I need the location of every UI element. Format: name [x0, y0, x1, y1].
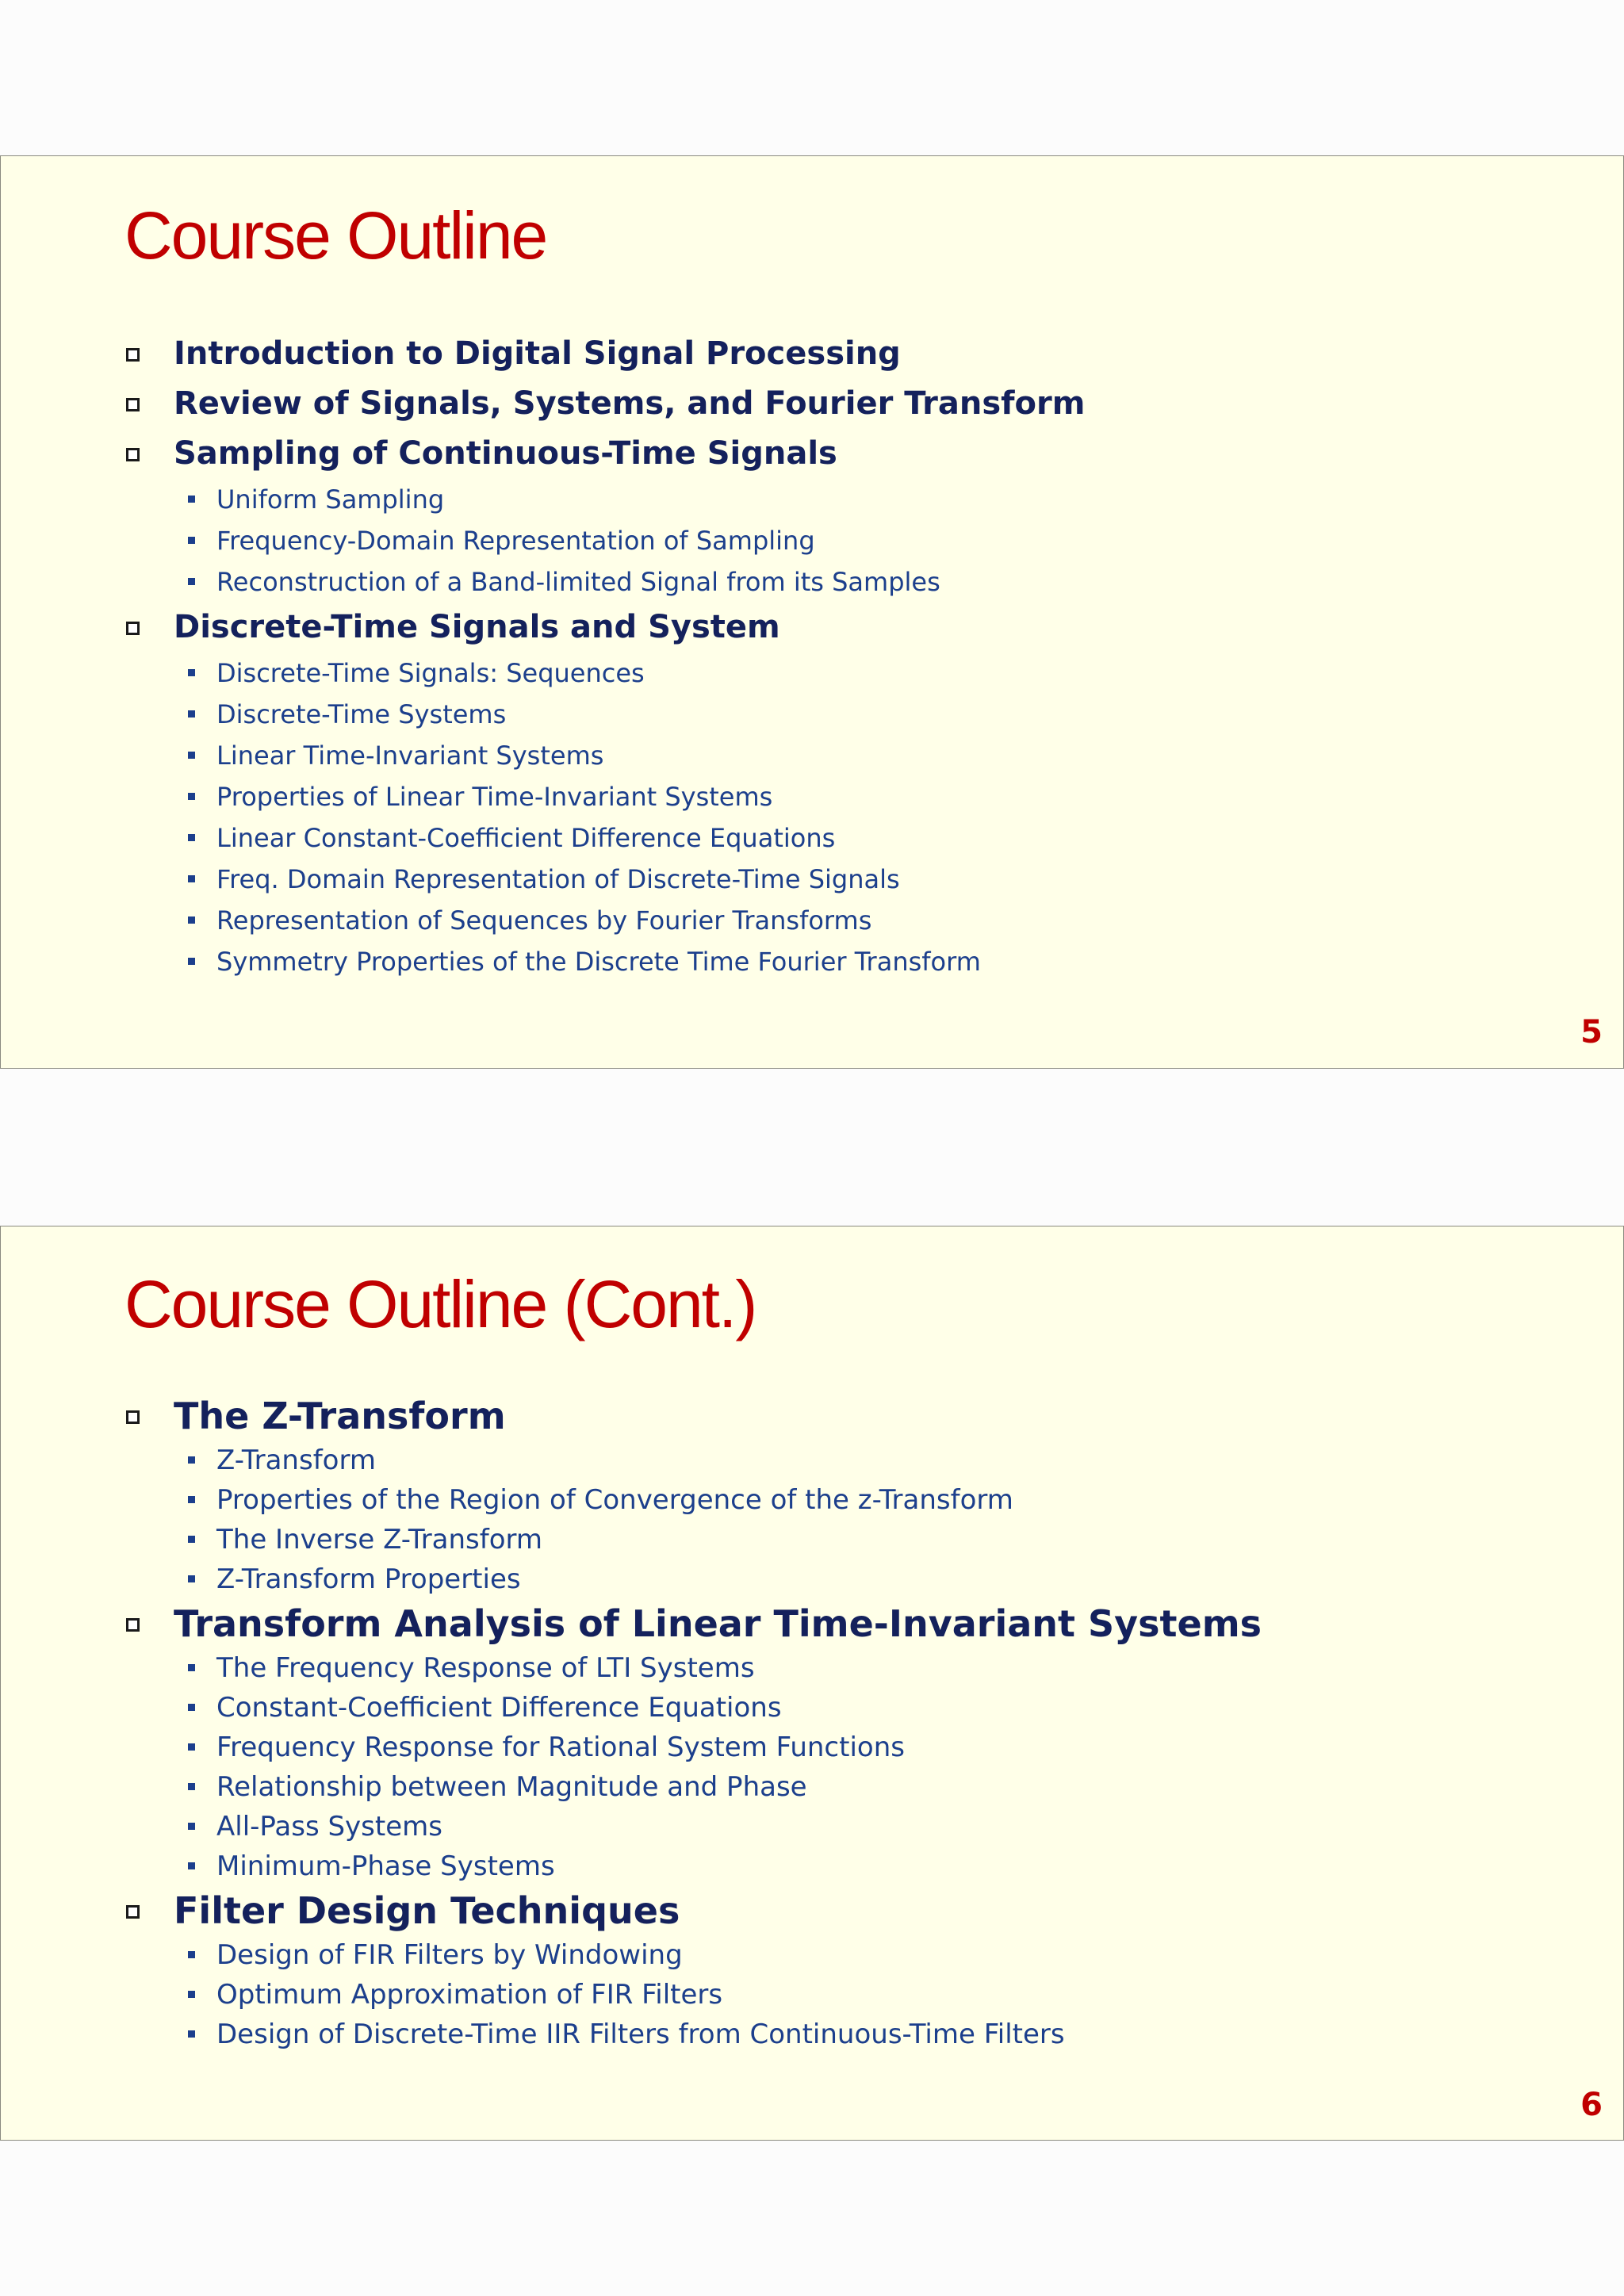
subtopic-label: Uniform Sampling — [216, 484, 445, 515]
subtopic-item — [170, 1648, 1262, 1688]
subtopic-label: Frequency-Domain Representation of Sampling — [216, 526, 815, 556]
square-bullet-icon — [188, 793, 195, 800]
subtopic-label: Linear Constant-Coefficient Difference Equations — [216, 823, 836, 853]
square-bullet-icon — [188, 1951, 195, 1958]
checkbox-bullet-icon — [126, 398, 140, 411]
topic-label: Review of Signals, Systems, and Fourier Transform — [174, 385, 1086, 422]
topic-label: Transform Analysis of Linear Time-Invariant Systems — [174, 1602, 1262, 1645]
subtopic-list — [170, 652, 1085, 982]
subtopic-list — [170, 1648, 1262, 1886]
topic-label: Sampling of Continuous-Time Signals — [174, 435, 837, 472]
subtopic-label: Representation of Sequences by Fourier Transforms — [216, 905, 872, 936]
checkbox-bullet-icon — [126, 448, 140, 461]
subtopic-label: Linear Time-Invariant Systems — [216, 740, 604, 771]
topic-item — [124, 1391, 1262, 1599]
checkbox-bullet-icon — [126, 1410, 140, 1424]
topic-item — [124, 603, 1085, 982]
square-bullet-icon — [188, 1783, 195, 1790]
subtopic-item — [170, 817, 1085, 859]
subtopic-item — [170, 1441, 1262, 1480]
square-bullet-icon — [188, 710, 195, 718]
subtopic-label: Discrete-Time Signals: Sequences — [216, 658, 645, 688]
subtopic-list — [170, 1935, 1262, 2054]
subtopic-label: Optimum Approximation of FIR Filters — [216, 1979, 723, 2011]
subtopic-label: Relationship between Magnitude and Phase — [216, 1771, 807, 1803]
square-bullet-icon — [188, 1456, 195, 1464]
subtopic-item — [170, 859, 1085, 900]
square-bullet-icon — [188, 1862, 195, 1869]
square-bullet-icon — [188, 1536, 195, 1543]
subtopic-label: Freq. Domain Representation of Discrete-Time Signals — [216, 864, 900, 894]
square-bullet-icon — [188, 875, 195, 882]
subtopic-item — [170, 694, 1085, 735]
subtopic-label: The Inverse Z-Transform — [216, 1524, 543, 1556]
subtopic-item — [170, 900, 1085, 941]
subtopic-item — [170, 1846, 1262, 1886]
subtopic-label: Design of Discrete-Time IIR Filters from Continuous-Time Filters — [216, 2019, 1065, 2050]
subtopic-item — [170, 520, 1085, 561]
slide-course-outline — [0, 155, 1624, 1069]
square-bullet-icon — [188, 1743, 195, 1751]
square-bullet-icon — [188, 1704, 195, 1711]
subtopic-list — [170, 1441, 1262, 1599]
subtopic-label: Minimum-Phase Systems — [216, 1850, 555, 1882]
subtopic-item — [170, 2015, 1262, 2054]
square-bullet-icon — [188, 834, 195, 841]
square-bullet-icon — [188, 578, 195, 585]
checkbox-bullet-icon — [126, 622, 140, 635]
topic-item — [124, 1599, 1262, 1886]
subtopic-item — [170, 1975, 1262, 2015]
subtopic-label: Constant-Coefficient Difference Equations — [216, 1692, 782, 1724]
slide-title: Course Outline — [124, 198, 547, 273]
square-bullet-icon — [188, 1991, 195, 1998]
square-bullet-icon — [188, 752, 195, 759]
subtopic-label: Symmetry Properties of the Discrete Time Fourier Transform — [216, 947, 981, 977]
topic-item — [124, 429, 1085, 603]
subtopic-label: Z-Transform Properties — [216, 1563, 521, 1595]
checkbox-bullet-icon — [126, 348, 140, 362]
subtopic-label: The Frequency Response of LTI Systems — [216, 1652, 755, 1684]
square-bullet-icon — [188, 1823, 195, 1830]
topic-item — [124, 1886, 1262, 2054]
outline-list — [124, 329, 1085, 982]
slide-page-number: 6 — [1580, 2087, 1603, 2123]
subtopic-label: Design of FIR Filters by Windowing — [216, 1939, 683, 1971]
slide-course-outline-cont — [0, 1226, 1624, 2141]
outline-list — [124, 1391, 1262, 2054]
subtopic-label: Properties of Linear Time-Invariant Systems — [216, 782, 773, 812]
subtopic-item — [170, 735, 1085, 776]
checkbox-bullet-icon — [126, 1905, 140, 1919]
subtopic-item — [170, 561, 1085, 603]
topic-item — [124, 379, 1085, 429]
subtopic-label: Reconstruction of a Band-limited Signal from its Samples — [216, 567, 940, 597]
square-bullet-icon — [188, 669, 195, 676]
topic-label: Introduction to Digital Signal Processing — [174, 335, 901, 372]
subtopic-item — [170, 1935, 1262, 1975]
subtopic-item — [170, 1807, 1262, 1846]
square-bullet-icon — [188, 496, 195, 503]
slide-page-number: 5 — [1580, 1014, 1603, 1050]
subtopic-list — [170, 479, 1085, 603]
square-bullet-icon — [188, 1496, 195, 1503]
slide-title: Course Outline (Cont.) — [124, 1267, 756, 1341]
subtopic-item — [170, 1767, 1262, 1807]
square-bullet-icon — [188, 537, 195, 544]
checkbox-bullet-icon — [126, 1618, 140, 1632]
subtopic-label: Discrete-Time Systems — [216, 699, 507, 729]
square-bullet-icon — [188, 1575, 195, 1582]
subtopic-label: Properties of the Region of Convergence of the z-Transform — [216, 1484, 1013, 1516]
subtopic-item — [170, 1728, 1262, 1767]
subtopic-item — [170, 776, 1085, 817]
square-bullet-icon — [188, 2030, 195, 2038]
subtopic-item — [170, 1480, 1262, 1520]
subtopic-item — [170, 1520, 1262, 1559]
subtopic-label: Frequency Response for Rational System Functions — [216, 1732, 905, 1763]
subtopic-item — [170, 1559, 1262, 1599]
square-bullet-icon — [188, 1664, 195, 1671]
subtopic-item — [170, 652, 1085, 694]
subtopic-item — [170, 1688, 1262, 1728]
topic-item — [124, 329, 1085, 379]
topic-label: Discrete-Time Signals and System — [174, 609, 780, 645]
square-bullet-icon — [188, 958, 195, 965]
subtopic-item — [170, 941, 1085, 982]
square-bullet-icon — [188, 916, 195, 924]
topic-label: The Z-Transform — [174, 1395, 506, 1437]
subtopic-label: All-Pass Systems — [216, 1811, 442, 1843]
subtopic-item — [170, 479, 1085, 520]
topic-label: Filter Design Techniques — [174, 1889, 680, 1932]
subtopic-label: Z-Transform — [216, 1445, 376, 1476]
